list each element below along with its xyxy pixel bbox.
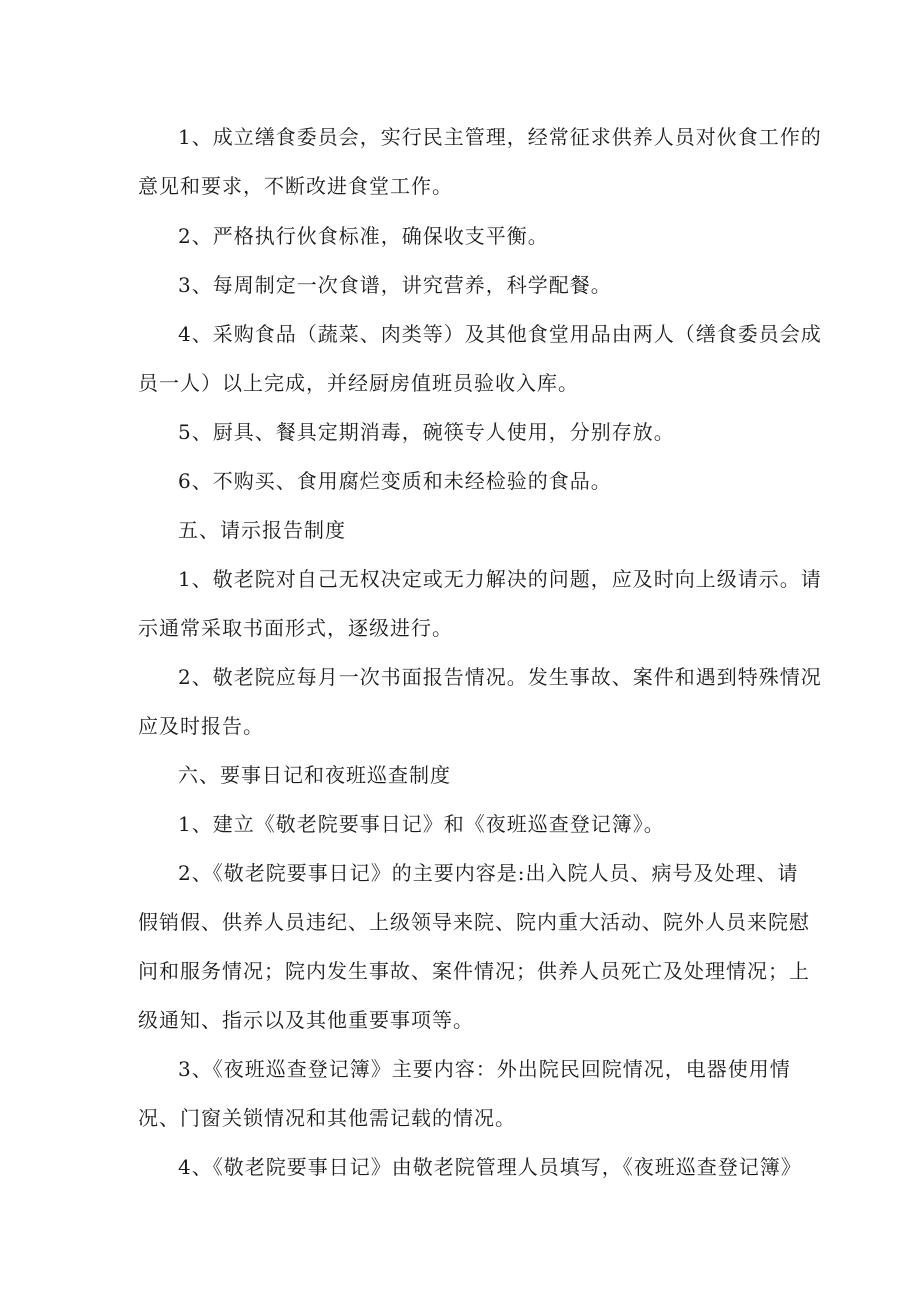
text-line: 员一人）以上完成，并经厨房值班员验收入库。	[138, 371, 579, 395]
text-line: 2、严格执行伙食标准，确保收支平衡。	[178, 224, 549, 248]
text-line: 2、《敬老院要事日记》的主要内容是:出入院人员、病号及处理、请	[178, 861, 799, 885]
text-line: 示通常采取书面形式，逐级进行。	[138, 616, 453, 640]
text-line: 3、《夜班巡查登记簿》主要内容：外出院民回院情况，电器使用情	[178, 1057, 791, 1081]
section-heading: 五、请示报告制度	[178, 518, 346, 542]
text-line: 1、建立《敬老院要事日记》和《夜班巡查登记簿》。	[178, 812, 665, 836]
text-line: 5、厨具、餐具定期消毒，碗筷专人使用，分别存放。	[178, 420, 675, 444]
text-line: 3、每周制定一次食谱，讲究营养，科学配餐。	[178, 273, 612, 297]
text-line: 假销假、供养人员违纪、上级领导来院、院内重大活动、院外人员来院慰	[138, 910, 810, 934]
text-line: 问和服务情况；院内发生事故、案件情况；供养人员死亡及处理情况；上	[138, 959, 810, 983]
section-heading: 六、要事日记和夜班巡查制度	[178, 763, 451, 787]
text-line: 1、成立缮食委员会，实行民主管理，经常征求供养人员对伙食工作的	[178, 125, 822, 149]
text-line: 2、敬老院应每月一次书面报告情况。发生事故、案件和遇到特殊情况	[178, 665, 822, 689]
text-line: 意见和要求，不断改进食堂工作。	[138, 174, 453, 198]
text-line: 1、敬老院对自己无权决定或无力解决的问题，应及时向上级请示。请	[178, 567, 822, 591]
text-line: 6、不购买、食用腐烂变质和未经检验的食品。	[178, 469, 612, 493]
text-line: 应及时报告。	[138, 714, 264, 738]
text-line: 级通知、指示以及其他重要事项等。	[138, 1008, 474, 1032]
text-line: 4、《敬老院要事日记》由敬老院管理人员填写，《夜班巡查登记簿》	[178, 1155, 802, 1179]
text-line: 4、采购食品（蔬菜、肉类等）及其他食堂用品由两人（缮食委员会成	[178, 322, 822, 346]
text-line: 况、门窗关锁情况和其他需记载的情况。	[138, 1106, 516, 1130]
